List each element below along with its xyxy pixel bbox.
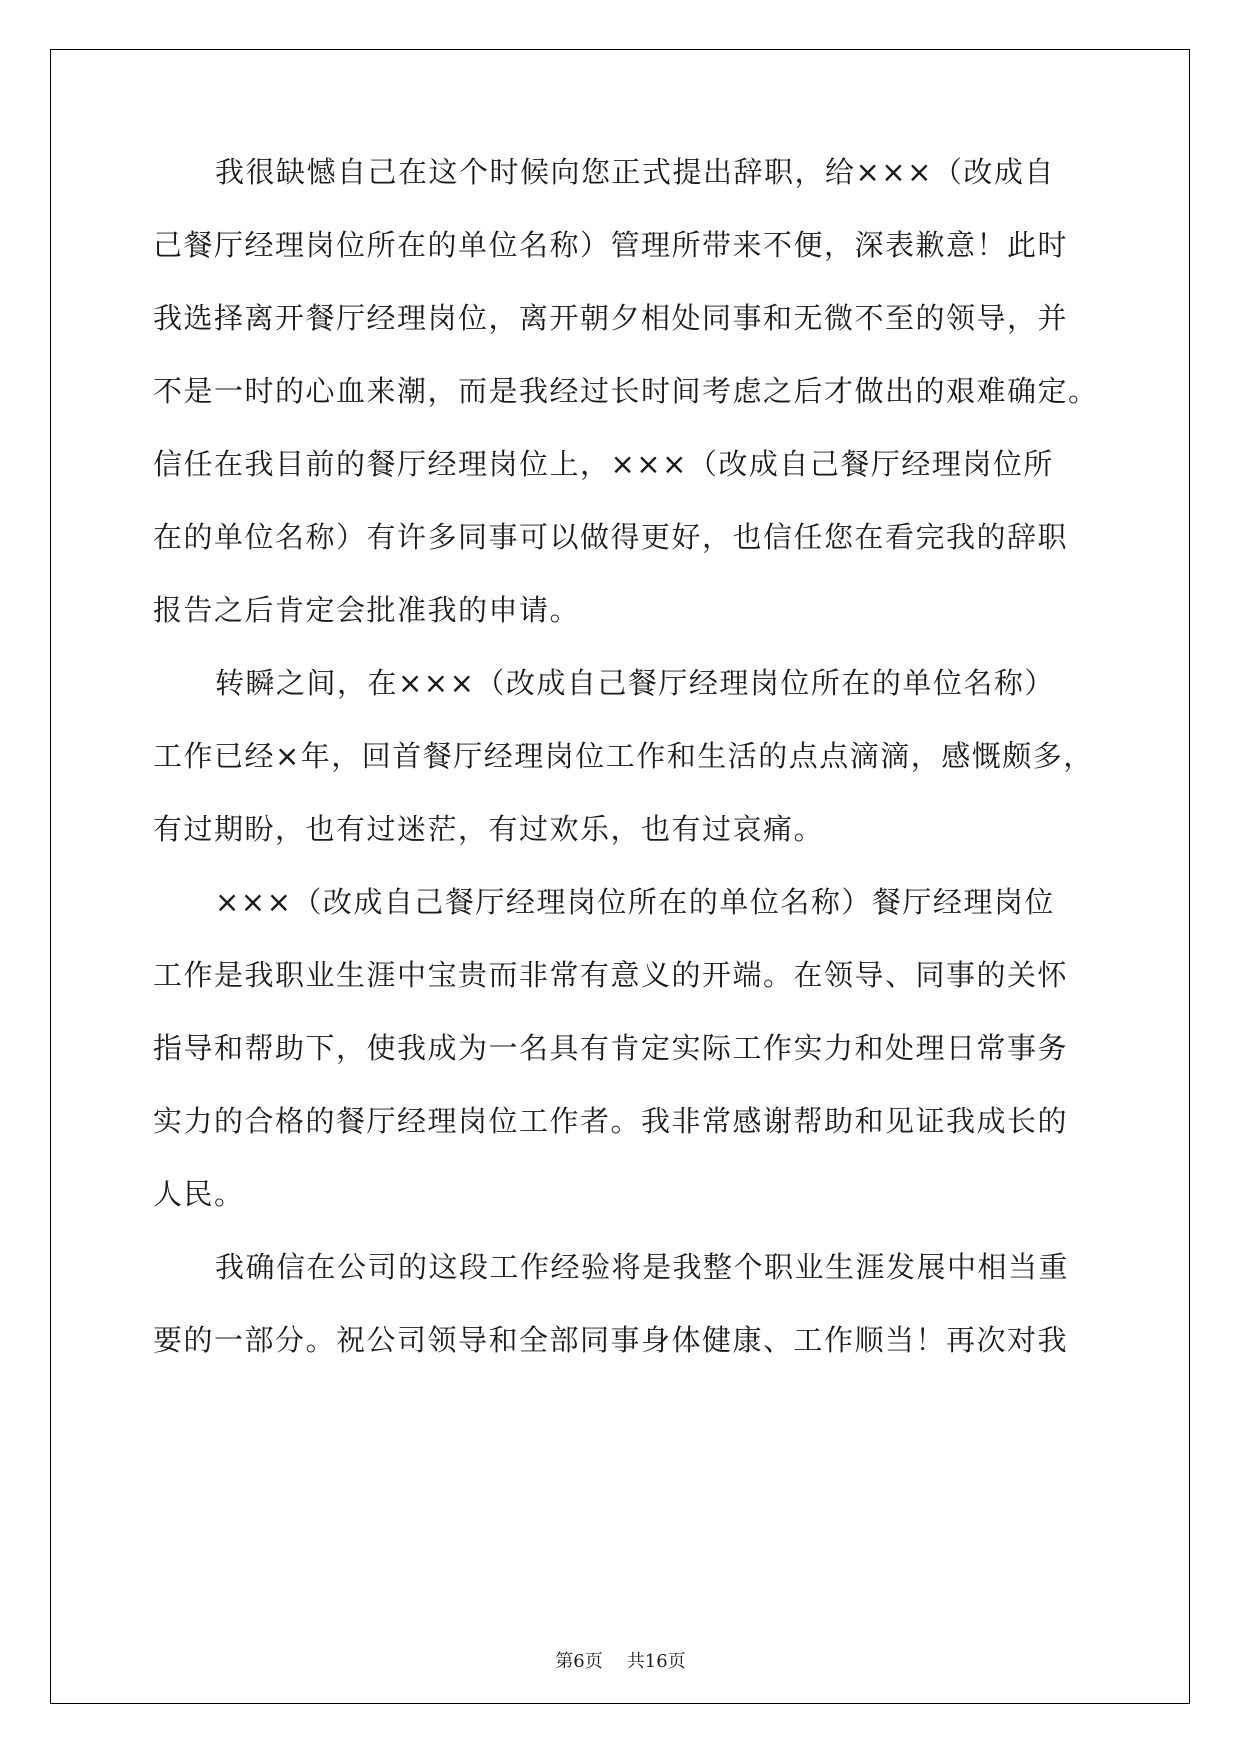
- paragraph-3-line-2: 工作是我职业生涯中宝贵而非常有意义的开端。在领导、同事的关怀: [153, 958, 1069, 992]
- page-number-total: 共16页: [626, 1651, 686, 1672]
- page-footer: [0, 1650, 1241, 1674]
- paragraph-1-line-4: 不是一时的心血来潮，而是我经过长时间考虑之后才做出的艰难确定。: [153, 374, 1099, 408]
- paragraph-4-line-2: 要的一部分。祝公司领导和全部同事身体健康、工作顺当！再次对我: [153, 1323, 1069, 1357]
- paragraph-1-line-1: 我很缺憾自己在这个时候向您正式提出辞职，给×××（改成自: [215, 155, 1055, 189]
- paragraph-1-line-7: 报告之后肯定会批准我的申请。: [153, 593, 581, 627]
- paragraph-1-line-3: 我选择离开餐厅经理岗位，离开朝夕相处同事和无微不至的领导，并: [153, 301, 1069, 335]
- paragraph-3-line-5: 人民。: [153, 1177, 245, 1211]
- paragraph-1-line-6: 在的单位名称）有许多同事可以做得更好，也信任您在看完我的辞职: [153, 520, 1069, 554]
- paragraph-3-line-1: ×××（改成自己餐厅经理岗位所在的单位名称）餐厅经理岗位: [215, 885, 1055, 919]
- paragraph-2-line-3: 有过期盼，也有过迷茫，有过欢乐，也有过哀痛。: [153, 812, 825, 846]
- paragraph-4-line-1: 我确信在公司的这段工作经验将是我整个职业生涯发展中相当重: [215, 1250, 1070, 1284]
- paragraph-3-line-3: 指导和帮助下，使我成为一名具有肯定实际工作实力和处理日常事务: [153, 1031, 1069, 1065]
- paragraph-2-line-2: 工作已经×年，回首餐厅经理岗位工作和生活的点点滴滴，感慨颇多，: [153, 739, 1094, 773]
- paragraph-1-line-5: 信任在我目前的餐厅经理岗位上，×××（改成自己餐厅经理岗位所: [153, 447, 1054, 481]
- paragraph-3-line-4: 实力的合格的餐厅经理岗位工作者。我非常感谢帮助和见证我成长的: [153, 1104, 1069, 1138]
- paragraph-2-line-1: 转瞬之间，在×××（改成自己餐厅经理岗位所在的单位名称）: [215, 666, 1055, 700]
- paragraph-1-line-2: 己餐厅经理岗位所在的单位名称）管理所带来不便，深表歉意！此时: [153, 228, 1069, 262]
- page-number-current: 第6页: [555, 1651, 603, 1672]
